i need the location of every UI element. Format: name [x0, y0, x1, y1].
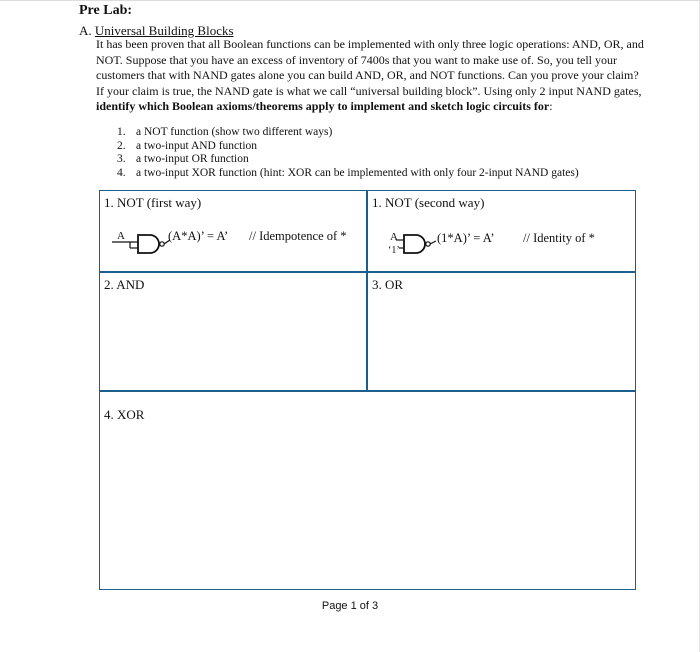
- section-letter: A.: [79, 23, 92, 38]
- list-item-text: a two-input AND function: [136, 139, 258, 152]
- task-list: [117, 126, 579, 180]
- list-item-text: a NOT function (show two different ways): [136, 126, 333, 138]
- list-item-number: 1.: [117, 126, 126, 138]
- list-item-text: a two-input XOR function (hint: XOR can be implemented with only four 2-input NAND gates): [136, 166, 579, 179]
- section-title: Universal Building Blocks: [94, 23, 234, 38]
- xor-label: 4. XOR: [104, 407, 145, 422]
- not-second-label: 1. NOT (second way): [372, 195, 485, 210]
- xor-cell: [99, 390, 636, 590]
- page-number: Page 1 of 3: [321, 600, 379, 612]
- not-first-label: 1. NOT (first way): [104, 195, 202, 210]
- or-label: 3. OR: [372, 277, 404, 292]
- list-item: [117, 126, 579, 140]
- list-item-text: a two-input OR function: [136, 153, 249, 165]
- not-first-input-label: A: [117, 230, 125, 242]
- list-item: [117, 153, 579, 167]
- instructions-bold-text: identify which Boolean axioms/theorems apply to implement and sketch logic circuits for: [96, 99, 550, 113]
- instructions-plain-text: It has been proven that all Boolean functions can be implemented with only three logic operations: AND, OR, and NOT. Suppose that you have an excess of inventory of 7400s that you want to make use of. So, you tell your customers that with NAND gates alone you can build AND, OR, and NOT functions. Can you prove your claim? If your claim is true, the NAND gate is what we call “universal building block”. Using only 2 input NAND gates,: [96, 37, 644, 98]
- instructions-end: :: [549, 99, 553, 113]
- not-second-input-a: A: [390, 231, 398, 243]
- list-item: [117, 167, 579, 181]
- and-label: 2. AND: [104, 277, 145, 292]
- list-item: [117, 140, 579, 154]
- instructions-paragraph: [96, 37, 644, 115]
- list-item-number: 2.: [117, 139, 126, 152]
- not-second-input-one: ‘1’: [388, 245, 400, 256]
- not-first-comment: // Idempotence of *: [249, 229, 347, 243]
- list-item-number: 4.: [117, 166, 126, 179]
- not-second-comment: // Identity of *: [523, 231, 595, 245]
- not-first-expression: (A*A)’ = A’: [168, 229, 229, 243]
- not-second-expression: (1*A)’ = A’: [437, 231, 495, 245]
- or-cell: [366, 271, 636, 392]
- list-item-number: 3.: [117, 153, 126, 165]
- page-title: Pre Lab:: [79, 3, 133, 18]
- nand-gate-icon: [112, 232, 172, 254]
